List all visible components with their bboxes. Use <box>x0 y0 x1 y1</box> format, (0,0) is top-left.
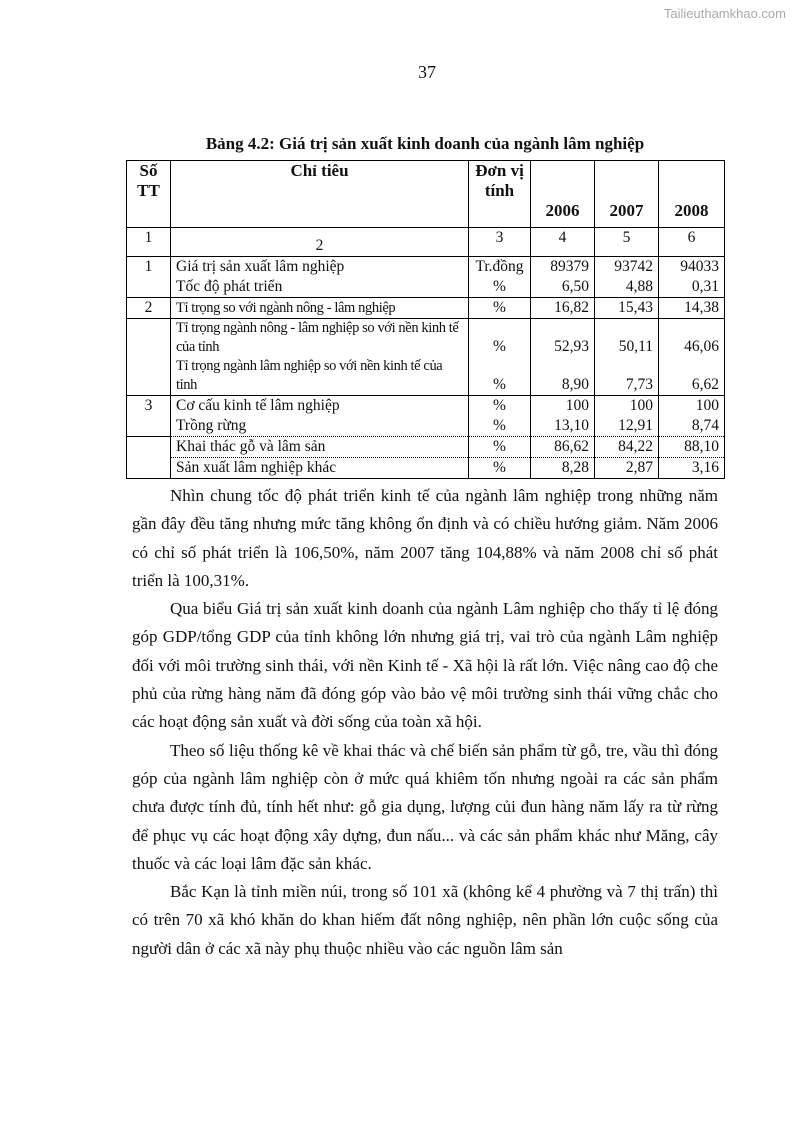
header-2008: 2008 <box>659 161 725 228</box>
row-unit: % <box>469 437 531 458</box>
row-value-2007: 100 <box>595 396 659 417</box>
table-row <box>127 357 725 396</box>
col-number: 3 <box>469 228 531 257</box>
col-number: 5 <box>595 228 659 257</box>
row-value-2006: 89379 <box>531 257 595 278</box>
row-label: Tốc độ phát triển <box>171 277 469 298</box>
row-stt: 1 <box>127 257 171 278</box>
table-row <box>127 298 725 319</box>
paragraph: Theo số liệu thống kê về khai thác và chế biến sản phẩm từ gỗ, tre, vầu thì đóng góp của ngành lâm nghiệp còn ở mức quá khiêm tốn nhưng ngoài ra các sản phẩm chưa được tính đủ, tính hết như: gỗ gia dụng, lượng củi đun hàng năm lấy ra từ rừng để phục vụ các hoạt động xây dựng, đun nấu... và các sản phẩm khác như Măng, cây thuốc và các loại lâm đặc sản khác. <box>132 740 718 873</box>
col-number: 1 <box>127 228 171 257</box>
row-value-2006: 86,62 <box>531 437 595 458</box>
header-don-vi: Đơn vị tính <box>469 161 531 228</box>
row-value-2007: 2,87 <box>595 458 659 479</box>
row-unit: % <box>469 416 531 437</box>
row-value-2007: 12,91 <box>595 416 659 437</box>
row-value-2008: 88,10 <box>659 437 725 458</box>
row-value-2007: 93742 <box>595 257 659 278</box>
row-value-2008: 46,06 <box>659 319 725 358</box>
row-label: Trồng rừng <box>171 416 469 437</box>
col-number: 4 <box>531 228 595 257</box>
row-unit: % <box>469 396 531 417</box>
paragraph: Bắc Kạn là tỉnh miền núi, trong số 101 xã (không kể 4 phường và 7 thị trấn) thì có trên 70 xã khó khăn do khan hiếm đất nông nghiệp, nên phần lớn cuộc sống của người dân ở các xã này phụ thuộc nhiều vào các nguồn lâm sản <box>132 882 718 958</box>
row-label: Tỉ trọng ngành nông - lâm nghiệp so với nền kinh tế của tỉnh <box>171 319 469 358</box>
forestry-value-table <box>126 160 725 479</box>
row-label: Giá trị sản xuất lâm nghiệp <box>171 257 469 278</box>
row-stt: 3 <box>127 396 171 417</box>
row-value-2007: 7,73 <box>595 357 659 396</box>
row-stt <box>127 277 171 298</box>
table-title: Bảng 4.2: Giá trị sản xuất kinh doanh của ngành lâm nghiệp <box>205 134 645 153</box>
row-stt <box>127 319 171 358</box>
table-row <box>127 319 725 358</box>
row-value-2006: 6,50 <box>531 277 595 298</box>
row-value-2006: 8,90 <box>531 357 595 396</box>
row-value-2006: 16,82 <box>531 298 595 319</box>
row-stt <box>127 437 171 458</box>
row-stt <box>127 416 171 437</box>
table-row <box>127 416 725 437</box>
table-row <box>127 396 725 417</box>
row-value-2008: 0,31 <box>659 277 725 298</box>
row-label: Tỉ trọng ngành lâm nghiệp so với nền kinh tế của tỉnh <box>171 357 469 396</box>
row-value-2007: 50,11 <box>595 319 659 358</box>
row-value-2008: 100 <box>659 396 725 417</box>
header-2006: 2006 <box>531 161 595 228</box>
table-header-row <box>127 161 725 228</box>
row-unit: % <box>469 357 531 396</box>
row-unit: % <box>469 298 531 319</box>
row-value-2008: 94033 <box>659 257 725 278</box>
row-label: Tỉ trọng so với ngành nông - lâm nghiệp <box>171 298 469 319</box>
row-unit: % <box>469 458 531 479</box>
paragraph: Nhìn chung tốc độ phát triển kinh tế của ngành lâm nghiệp trong những năm gần đây đều tăng nhưng mức tăng không ổn định và có chiều hướng giảm. Năm 2006 có chỉ số phát triển là 106,50%, năm 2007 tăng 104,88% và năm 2008 chỉ số phát triển là 100,31%. <box>132 486 718 590</box>
row-value-2007: 4,88 <box>595 277 659 298</box>
col-number: 2 <box>171 228 469 257</box>
row-value-2008: 14,38 <box>659 298 725 319</box>
row-value-2007: 15,43 <box>595 298 659 319</box>
col-number: 6 <box>659 228 725 257</box>
table-row <box>127 458 725 479</box>
row-stt <box>127 357 171 396</box>
row-unit: % <box>469 319 531 358</box>
row-value-2006: 8,28 <box>531 458 595 479</box>
row-stt <box>127 458 171 479</box>
header-stt: Số TT <box>127 161 171 228</box>
row-stt: 2 <box>127 298 171 319</box>
paragraph: Qua biểu Giá trị sản xuất kinh doanh của ngành Lâm nghiệp cho thấy tỉ lệ đóng góp GDP/tổng GDP của tỉnh không lớn nhưng giá trị, vai trò của ngành Lâm nghiệp đối với môi trường sinh thái, với nền Kinh tế - Xã hội là rất lớn. Việc nâng cao độ che phủ của rừng hàng năm đã đóng góp vào bảo vệ môi trường sinh thái vững chắc cho các hoạt động sản xuất và đời sống của toàn xã hội. <box>132 599 718 732</box>
row-unit: Tr.đồng <box>469 257 531 278</box>
row-label: Khai thác gỗ và lâm sản <box>171 437 469 458</box>
row-value-2008: 8,74 <box>659 416 725 437</box>
row-value-2008: 3,16 <box>659 458 725 479</box>
row-value-2006: 52,93 <box>531 319 595 358</box>
page-number: 37 <box>418 62 436 82</box>
table-row <box>127 257 725 278</box>
row-value-2006: 100 <box>531 396 595 417</box>
header-2007: 2007 <box>595 161 659 228</box>
body-text <box>132 482 718 963</box>
row-value-2006: 13,10 <box>531 416 595 437</box>
header-chi-tieu: Chỉ tiêu <box>171 161 469 228</box>
row-value-2007: 84,22 <box>595 437 659 458</box>
table-row <box>127 437 725 458</box>
row-value-2008: 6,62 <box>659 357 725 396</box>
watermark: Tailieuthamkhao.com <box>663 6 786 21</box>
row-label: Cơ cấu kinh tế lâm nghiệp <box>171 396 469 417</box>
column-number-row <box>127 228 725 257</box>
row-unit: % <box>469 277 531 298</box>
row-label: Sản xuất lâm nghiệp khác <box>171 458 469 479</box>
table-row <box>127 277 725 298</box>
